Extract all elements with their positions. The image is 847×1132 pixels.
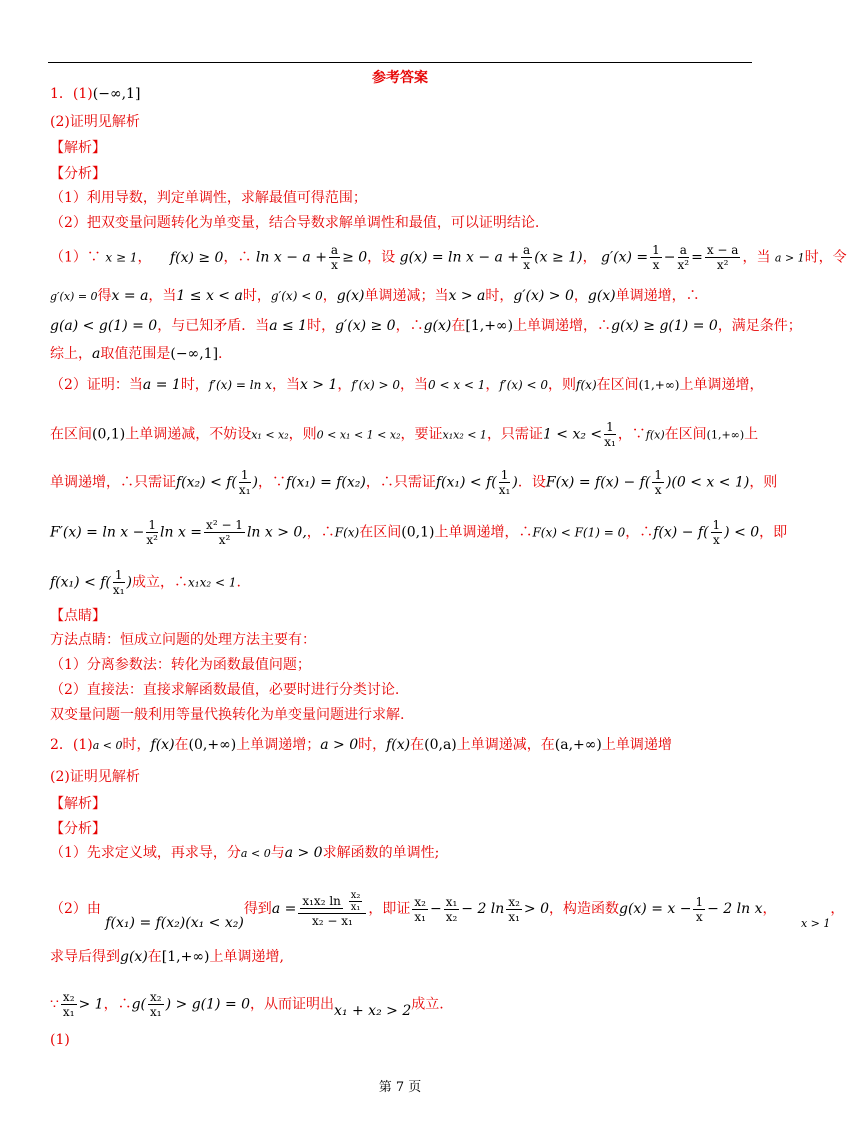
text: 在 — [174, 737, 189, 753]
math: g(a) < g(1) = 0 — [50, 318, 158, 334]
q2-fenxi-3 — [50, 947, 284, 967]
text: 时， — [180, 377, 209, 393]
text: ，则 — [749, 474, 778, 491]
text: 上单调递减，不妨设 — [125, 426, 252, 443]
text: 求导后得到 — [50, 949, 120, 965]
fraction: $\frac{1}{x}$ — [695, 894, 704, 924]
q2-jiexi-heading: 【解析】 — [50, 796, 106, 812]
math: a > 0 — [320, 737, 359, 753]
math: − 2 ln x — [707, 901, 763, 917]
text: . — [236, 574, 241, 591]
text: 在区间 — [359, 524, 402, 541]
fraction: $\frac{1}{\text{x₁}}$ — [238, 468, 251, 497]
math: f(x₁) = f(x₂) — [286, 474, 366, 491]
text: ，即 — [759, 524, 788, 541]
fraction: x₁x₂ ln $\frac{\text{x₂}}{\text{x₁}}$ x₂ − x₁ — [298, 890, 366, 928]
text: 得 — [97, 288, 112, 304]
math: f′(x) < 0 — [499, 378, 549, 392]
text: 在 — [410, 737, 425, 753]
text: （2）由 — [50, 901, 101, 917]
q2-fenxi-heading: 【分析】 — [50, 821, 106, 837]
text: ，则 — [288, 426, 317, 443]
q1-dianjing-2: （1）分离参数法：转化为函数最值问题； — [50, 657, 311, 673]
q1-part2-line-4 — [50, 518, 787, 547]
math: f(x₁) = f(x₂)(x₁ < x₂) — [105, 915, 244, 931]
math: g(x) — [587, 288, 616, 304]
math: g(x) — [336, 288, 365, 304]
q2-fenxi-4 — [50, 990, 444, 1019]
text: ，∴ — [625, 524, 654, 541]
fraction: $\frac{1}{x}$ — [654, 468, 662, 497]
q1-solution-line-1 — [50, 243, 847, 272]
fraction: $\frac{a}{x}$ — [330, 243, 339, 272]
math: a = 1 — [142, 377, 181, 393]
math: a — [92, 346, 101, 362]
text: 2．(1) — [50, 737, 93, 753]
math: f(x) — [645, 428, 665, 442]
math: g(x) = x − — [618, 901, 692, 917]
q1-part2-line-5 — [50, 568, 241, 597]
math: a > 1 — [774, 251, 805, 265]
text: （1）∵ — [50, 249, 101, 266]
text: 上单调递增； — [236, 737, 321, 753]
text: 上单调递增，∴ — [513, 318, 612, 334]
q1-fenxi-heading: 【分析】 — [50, 166, 106, 182]
text: 在区间 — [664, 426, 707, 443]
text: 求解函数的单调性; — [322, 845, 440, 861]
math: x > 1 — [800, 917, 831, 930]
q1-dianjing-4: 双变量问题一般利用等量代换转化为单变量问题进行求解. — [50, 707, 405, 723]
q1-fenxi-1: （1）利用导数，判定单调性，求解最值可得范围； — [50, 190, 367, 206]
math: F′(x) = ln x − — [50, 524, 145, 541]
math: a < 0 — [92, 739, 123, 752]
text: ，∴ — [103, 996, 132, 1013]
math: > 0 — [523, 901, 549, 917]
q1-fenxi-2: （2）把双变量问题转化为单变量，结合导数求解单调性和最值，可以证明结论. — [50, 215, 540, 231]
math: x ≥ 1 — [105, 250, 138, 265]
text: ，与已知矛盾．当 — [157, 318, 270, 334]
text: 时， — [122, 737, 151, 753]
q1-answer-1-prefix: 1．(1) — [50, 86, 93, 102]
header-rule — [48, 62, 752, 63]
fraction: $\frac{a}{\text{x²}}$ — [677, 243, 690, 272]
math: f(x₁) < f( — [50, 574, 111, 591]
q1-solution-line-2 — [50, 286, 700, 307]
text: （2）证明：当 — [50, 377, 143, 393]
fraction: $\frac{\text{x₂}}{\text{x₁}}$ — [508, 894, 520, 924]
math: f(x₁) < f( — [435, 474, 497, 491]
math: f(x) — [386, 737, 411, 753]
text: 在区间 — [596, 377, 639, 393]
text: ， — [582, 249, 597, 266]
math: (0,1) — [92, 426, 126, 443]
text: （1）先求定义域，再求导，分 — [50, 845, 241, 861]
math: g(x) ≥ g(1) = 0 — [611, 318, 718, 334]
q2-fenxi-2 — [50, 890, 845, 931]
fraction: $\frac{\text{x² − 1}}{\text{x²}}$ — [206, 518, 243, 547]
q1-part2-line-1 — [50, 375, 764, 395]
fraction: $\frac{1}{\text{x₁}}$ — [112, 568, 125, 597]
math: g′(x) > 0 — [513, 288, 574, 304]
text: ，∵ — [617, 426, 646, 443]
text: ， — [337, 377, 352, 393]
math: (1,+∞) — [706, 428, 745, 442]
text: 成立，∴ — [132, 574, 188, 591]
text: ，只需证 — [486, 426, 543, 443]
math: 0 < x < 1 — [428, 378, 486, 392]
math: (−∞,1] — [170, 346, 219, 362]
math: F(x) < F(1) = 0 — [532, 525, 626, 540]
text: ，则 — [548, 377, 577, 393]
text: ，当 — [742, 249, 771, 266]
math: x₁x₂ < 1 — [188, 575, 237, 590]
math: ) < 0 — [724, 524, 760, 541]
math: 1 ≤ x < a — [176, 288, 243, 304]
text: ，满足条件； — [717, 318, 802, 334]
text: ， — [830, 901, 845, 917]
text: 时，令 — [804, 249, 847, 266]
math: ln x − a + — [255, 249, 327, 266]
math: ln x > 0, — [246, 524, 307, 541]
math: (a,+∞) — [554, 737, 602, 753]
q1-jiexi-heading: 【解析】 — [50, 140, 106, 156]
math: ln x = — [160, 524, 203, 541]
text: 取值范围是 — [100, 346, 171, 362]
fraction: $\frac{\text{x₂}}{\text{x₁}}$ — [62, 990, 75, 1019]
q2-part-1-label: (1) — [50, 1032, 70, 1048]
math: g(x) — [423, 318, 452, 334]
text: ，∵ — [258, 474, 286, 491]
math: − — [663, 249, 676, 266]
q1-part2-line-3 — [50, 468, 777, 497]
text: 与 — [270, 845, 285, 861]
text: 在区间 — [50, 426, 92, 443]
fraction: $\frac{1}{\text{x₁}}$ — [498, 468, 511, 497]
math: ) — [126, 574, 132, 591]
text: 时， — [485, 288, 514, 304]
text: 在 — [451, 318, 466, 334]
text: ， — [573, 288, 588, 304]
math: ) — [252, 474, 258, 491]
math: F(x) = f(x) − f( — [545, 474, 651, 491]
text: 得到 — [243, 901, 272, 917]
page-title: 参考答案 — [372, 70, 428, 86]
q1-answer-1-value: (−∞,1] — [92, 86, 141, 102]
math: (0,1) — [401, 524, 435, 541]
text: . — [218, 346, 223, 362]
math: g′(x) = — [601, 249, 649, 266]
math: ≥ 0 — [342, 249, 368, 266]
text: 上 — [744, 426, 759, 443]
math: [1,+∞) — [465, 318, 514, 334]
text: ，构造函数 — [548, 901, 619, 917]
math: )(0 < x < 1) — [665, 474, 750, 491]
text: ．设 — [517, 474, 546, 491]
math: f′(x) = ln x — [208, 378, 272, 392]
fraction: $\frac{\text{x₁}}{\text{x₂}}$ — [445, 894, 458, 924]
math: g′(x) = 0 — [50, 290, 98, 303]
q2-answer-1 — [50, 735, 672, 756]
fraction: $\frac{\text{x₂}}{\text{x₁}}$ — [150, 990, 162, 1019]
math: f(x) — [150, 737, 175, 753]
q1-solution-line-3 — [50, 316, 802, 336]
math: > 1 — [78, 996, 104, 1013]
text: ，∴ — [395, 318, 424, 334]
fraction: $\frac{x - a}{\text{x²}}$ — [706, 243, 739, 272]
math: f′(x) > 0 — [351, 378, 401, 392]
math: (0,a) — [424, 737, 457, 753]
text: ，当 — [400, 377, 429, 393]
math: a < 0 — [240, 847, 271, 860]
page-number: 第 7 页 — [378, 1080, 422, 1095]
text: ，即证 — [368, 901, 411, 917]
text: 单调递减；当 — [364, 288, 449, 304]
math: (1,+∞) — [638, 378, 680, 392]
math: ) — [512, 474, 518, 491]
text: ，从而证明出 — [250, 996, 335, 1013]
q1-dianjing-3: （2）直接法：直接求解函数最值，必要时进行分类讨论. — [50, 682, 400, 698]
math: f(x) ≥ 0 — [169, 249, 224, 266]
math: − 2 ln — [461, 901, 505, 917]
text: 单调递增，∴ — [615, 288, 700, 304]
q1-part2-line-2 — [50, 420, 758, 449]
text: 在 — [147, 949, 162, 965]
text: 成立. — [411, 996, 444, 1013]
text: ，设 — [367, 249, 396, 266]
text: ，当 — [148, 288, 177, 304]
math: ) > g(1) = 0 — [165, 996, 251, 1013]
text: ∵ — [50, 996, 59, 1013]
math: g′(x) < 0 — [270, 289, 323, 303]
text: 时， — [307, 318, 336, 334]
math: [1,+∞) — [161, 949, 210, 965]
q1-answer-1 — [50, 84, 140, 104]
q2-answer-2: (2)证明见解析 — [50, 769, 140, 785]
text: 时， — [358, 737, 387, 753]
text: 上单调递增, — [209, 949, 284, 965]
text: 时， — [242, 288, 271, 304]
math: x₁ < x₂ — [251, 428, 289, 442]
text: ， — [485, 377, 500, 393]
q1-answer-2: (2)证明见解析 — [50, 114, 140, 130]
text: ，要证 — [400, 426, 443, 443]
text: 上单调递增 — [601, 737, 672, 753]
math: a = — [271, 901, 297, 917]
math: (0,+∞) — [188, 737, 237, 753]
math: x₁x₂ < 1 — [442, 428, 487, 442]
math: f(x₂) < f( — [176, 474, 237, 491]
math: 0 < x₁ < 1 < x₂ — [316, 428, 401, 442]
q1-dianjing-heading: 【点睛】 — [50, 608, 106, 624]
text: 上单调递增，∴ — [434, 524, 533, 541]
math: g′(x) ≥ 0 — [335, 318, 396, 334]
math: = — [691, 249, 703, 266]
text: ，∴ — [306, 524, 335, 541]
math: f(x) — [576, 378, 597, 392]
math: F(x) — [334, 525, 360, 540]
text: ，∴ — [223, 249, 252, 266]
text: ， — [762, 901, 777, 917]
fraction: $\frac{1}{x}$ — [652, 243, 660, 272]
math: g( — [131, 996, 147, 1013]
text: ，∴只需证 — [365, 474, 436, 491]
math: a ≤ 1 — [269, 318, 308, 334]
fraction: $\frac{1}{\text{x²}}$ — [146, 518, 158, 547]
text: ， — [137, 249, 152, 266]
q1-dianjing-1: 方法点睛：恒成立问题的处理方法主要有： — [50, 632, 316, 648]
math: (x ≥ 1) — [534, 249, 583, 266]
fraction: $\frac{a}{x}$ — [523, 243, 531, 272]
math: x₁ + x₂ > 2 — [334, 1002, 412, 1019]
math: x = a — [111, 288, 149, 304]
text: 上单调递减，在 — [456, 737, 555, 753]
math: 1 < x₂ < — [542, 426, 603, 443]
text: 单调递增，∴只需证 — [50, 474, 176, 491]
fraction: $\frac{1}{x}$ — [712, 518, 721, 547]
fraction: $\frac{\text{x₂}}{\text{x₁}}$ — [414, 894, 426, 924]
text: ，当 — [271, 377, 300, 393]
q1-solution-line-4 — [50, 344, 223, 364]
math: a > 0 — [284, 845, 323, 861]
math: − — [429, 901, 442, 917]
math: x > a — [448, 288, 486, 304]
q2-fenxi-1 — [50, 843, 439, 864]
math: x > 1 — [299, 377, 338, 393]
math: g(x) = ln x − a + — [399, 249, 520, 266]
text: 综上， — [50, 346, 92, 362]
math: f(x) − f( — [653, 524, 709, 541]
text: ， — [322, 288, 337, 304]
text: 上单调递增， — [679, 377, 764, 393]
math: g(x) — [120, 949, 148, 965]
fraction: $\frac{1}{\text{x₁}}$ — [604, 420, 616, 449]
